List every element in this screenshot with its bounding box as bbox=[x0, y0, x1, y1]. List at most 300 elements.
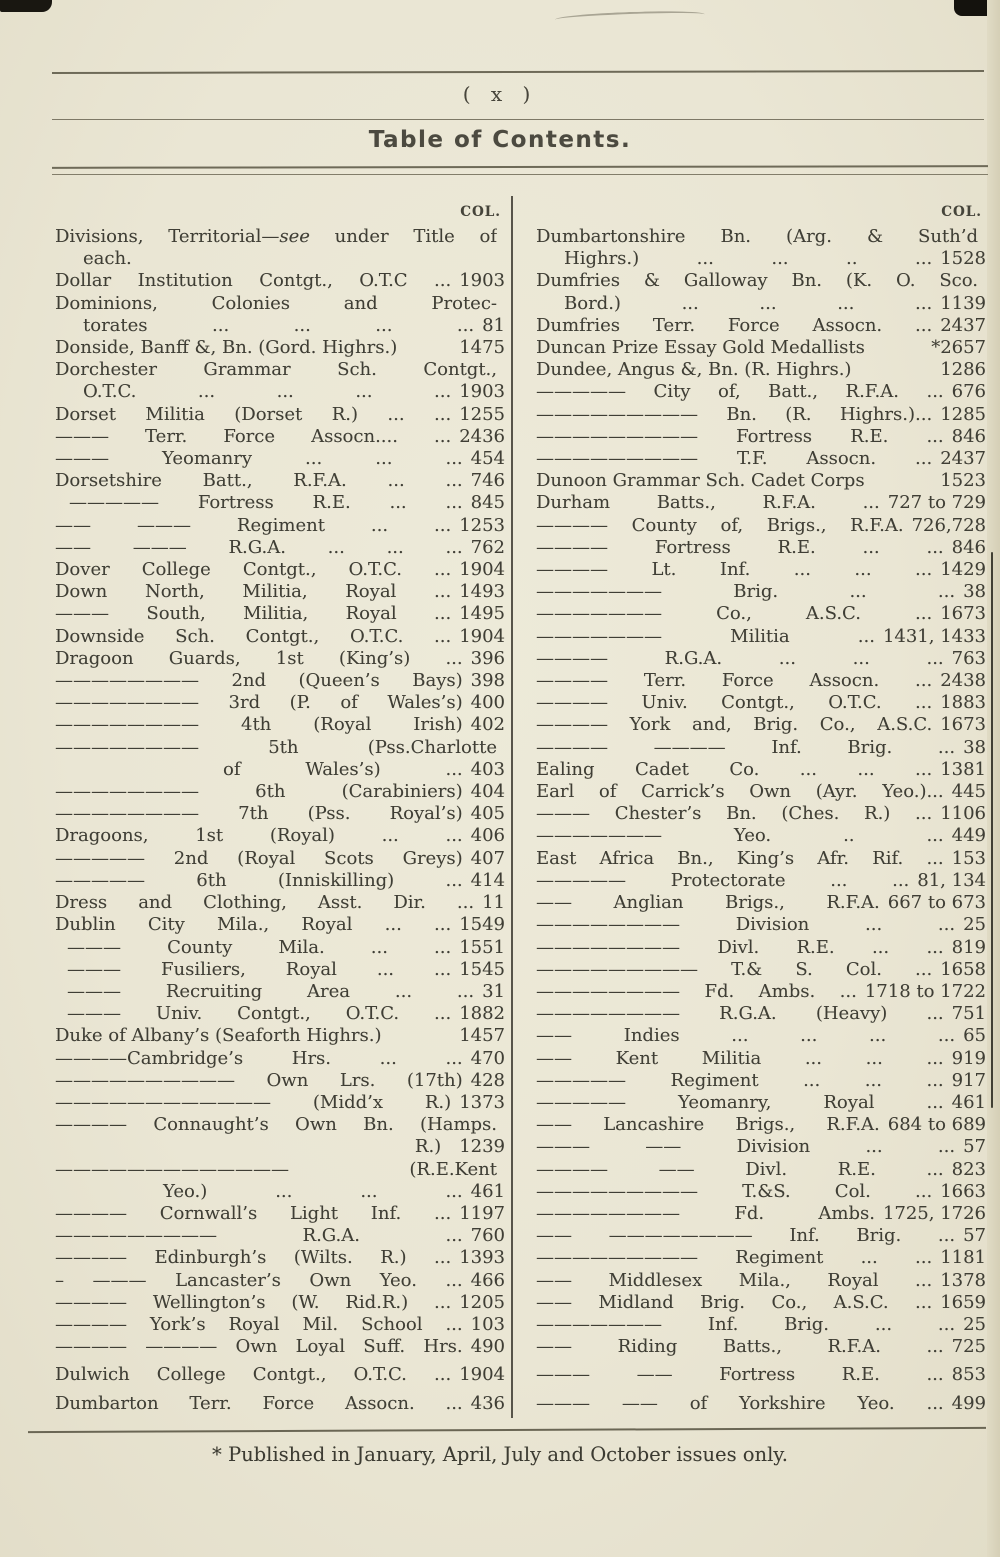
entry-text: O.T.C. ... ... ... ... bbox=[83, 381, 452, 403]
entry-col-number: 1903 bbox=[459, 270, 505, 292]
entry-col-number: 667 to 673 bbox=[887, 892, 986, 914]
entry-text: ———— York’s Royal Mil. School ... bbox=[55, 1313, 463, 1335]
entry-text: —— ———————— Inf. Brig. ... bbox=[536, 1225, 956, 1247]
entry-col-number: 38 bbox=[963, 581, 986, 603]
entry-text: East Africa Bn., King’s Afr. Rif. ... bbox=[536, 847, 944, 869]
page-edge-line bbox=[991, 552, 993, 1108]
entry-col-number: 823 bbox=[951, 1158, 986, 1180]
entry-text: Donside, Banff &, Bn. (Gord. Highrs.) bbox=[55, 337, 398, 359]
entry-col-number: 1725, 1726 bbox=[882, 1202, 986, 1224]
entry-text: – ——— Lancaster’s Own Yeo. ... bbox=[55, 1269, 463, 1291]
entry-text: ———— Connaught’s Own Bn. (Hamps. bbox=[55, 1114, 497, 1136]
entry-text: Dumbarton Terr. Force Assocn. ... bbox=[55, 1392, 463, 1414]
entry-col-number: 57 bbox=[963, 1225, 986, 1247]
entry-text: Dress and Clothing, Asst. Dir. ... bbox=[55, 892, 475, 914]
entry-col-number: 406 bbox=[470, 825, 505, 847]
entry-text: ———— York and, Brig. Co., A.S.C. bbox=[536, 714, 933, 736]
entry-col-number: 1523 bbox=[940, 470, 986, 492]
toc-row bbox=[55, 515, 505, 537]
entry-col-number: 1393 bbox=[459, 1247, 505, 1269]
toc-row bbox=[536, 603, 986, 625]
entry-col-number: 726,728 bbox=[911, 514, 986, 536]
toc-row bbox=[55, 359, 505, 381]
entry-col-number: 1255 bbox=[459, 403, 505, 425]
entry-col-number: 1495 bbox=[459, 603, 505, 625]
entry-col-number: 81, 134 bbox=[917, 869, 986, 891]
toc-row bbox=[536, 670, 986, 692]
entry-col-number: 461 bbox=[951, 1091, 986, 1113]
entry-col-number: 1904 bbox=[459, 1364, 505, 1386]
entry-col-number: 1549 bbox=[459, 914, 505, 936]
entry-text: —— ——— Regiment ... ... bbox=[55, 514, 452, 536]
entry-col-number: 449 bbox=[951, 825, 986, 847]
entry-col-number: 919 bbox=[951, 1047, 986, 1069]
entry-col-number: 1139 bbox=[940, 292, 986, 314]
entry-col-number: 398 bbox=[470, 670, 505, 692]
entry-text: ———————— Divl. R.E. ... ... bbox=[536, 936, 944, 958]
toc-row bbox=[55, 848, 505, 870]
entry-col-number: 407 bbox=[470, 847, 505, 869]
toc-row bbox=[55, 737, 505, 759]
toc-row bbox=[55, 1070, 505, 1092]
entry-text: Duncan Prize Essay Gold Medallists bbox=[536, 337, 865, 359]
toc-row bbox=[55, 1048, 505, 1070]
entry-text: ————————— T.F. Assocn. ... bbox=[536, 448, 933, 470]
toc-row bbox=[536, 892, 986, 914]
entry-col-number: 402 bbox=[470, 714, 505, 736]
toc-row bbox=[55, 1314, 505, 1336]
entry-col-number: 1181 bbox=[940, 1247, 986, 1269]
toc-row bbox=[536, 937, 986, 959]
toc-row bbox=[55, 648, 505, 670]
toc-row bbox=[536, 492, 986, 514]
toc-row bbox=[536, 581, 986, 603]
col-header-left: COL. bbox=[460, 204, 501, 220]
entry-col-number: 1904 bbox=[459, 559, 505, 581]
entry-text: ————Cambridge’s Hrs. ... ... bbox=[55, 1047, 463, 1069]
entry-text: —— Anglian Brigs., R.F.A. bbox=[536, 892, 880, 914]
entry-col-number: 1551 bbox=[459, 936, 505, 958]
entry-text: —— Middlesex Mila., Royal ... bbox=[536, 1269, 933, 1291]
entry-text: ————————————— (R.E.Kent bbox=[55, 1158, 497, 1180]
toc-row bbox=[536, 692, 986, 714]
entry-col-number: 405 bbox=[470, 803, 505, 825]
entry-col-number: 400 bbox=[470, 692, 505, 714]
toc-row bbox=[536, 759, 986, 781]
entry-col-number: 103 bbox=[470, 1313, 505, 1335]
entry-text: ——— —— of Yorkshire Yeo. ... bbox=[536, 1392, 944, 1414]
toc-row bbox=[536, 1114, 986, 1136]
entry-text: ———— ———— Inf. Brig. ... bbox=[536, 736, 956, 758]
entry-col-number: 1239 bbox=[459, 1136, 505, 1158]
entry-col-number: 1493 bbox=[459, 581, 505, 603]
entry-text: ———————— Fd. Ambs. bbox=[536, 1202, 875, 1224]
entry-text: ——— Univ. Contgt., O.T.C. ... bbox=[67, 1003, 452, 1025]
entry-col-number: 153 bbox=[951, 847, 986, 869]
toc-row bbox=[55, 293, 505, 315]
entry-text: ———————— 6th (Carabiniers) bbox=[55, 781, 463, 803]
entry-col-number: 2438 bbox=[940, 670, 986, 692]
entry-text: Dorsetshire Batt., R.F.A. ... ... bbox=[55, 470, 463, 492]
entry-text: Highrs.) ... ... .. ... bbox=[564, 248, 933, 270]
entry-col-number: 2437 bbox=[940, 448, 986, 470]
toc-row bbox=[55, 581, 505, 603]
toc-row bbox=[55, 1092, 505, 1114]
toc-row bbox=[536, 1393, 986, 1415]
entry-text: ——— —— Fortress R.E. ... bbox=[536, 1364, 944, 1386]
toc-row bbox=[536, 1003, 986, 1025]
entry-col-number: 499 bbox=[951, 1392, 986, 1414]
entry-text: ———— Wellington’s (W. Rid.R.) ... bbox=[55, 1291, 452, 1313]
double-rule-top bbox=[52, 165, 988, 169]
entry-text: ———————— Fd. Ambs. ... bbox=[536, 980, 857, 1002]
toc-row bbox=[536, 848, 986, 870]
entry-col-number: 461 bbox=[470, 1180, 505, 1202]
entry-text: ————— Fortress R.E. ... ... bbox=[69, 492, 463, 514]
toc-row bbox=[55, 248, 505, 270]
toc-row bbox=[55, 1003, 505, 1025]
entry-col-number: 727 to 729 bbox=[887, 492, 986, 514]
rule-under-page-number bbox=[52, 119, 984, 120]
toc-row bbox=[536, 1048, 986, 1070]
toc-row bbox=[536, 1092, 986, 1114]
toc-row bbox=[55, 892, 505, 914]
entry-col-number: *2657 bbox=[931, 337, 986, 359]
toc-row bbox=[536, 1292, 986, 1314]
entry-col-number: 1373 bbox=[459, 1091, 505, 1113]
entry-col-number: 490 bbox=[470, 1336, 505, 1358]
entry-text: ———————————— (Midd’x R.) bbox=[55, 1091, 452, 1113]
entry-text: ————————— Regiment ... ... bbox=[536, 1247, 933, 1269]
toc-row bbox=[536, 359, 986, 381]
entry-text: Dorset Militia (Dorset R.) ... ... bbox=[55, 403, 452, 425]
entry-col-number: 470 bbox=[470, 1047, 505, 1069]
toc-row bbox=[536, 825, 986, 847]
entry-col-number: 1429 bbox=[940, 559, 986, 581]
entry-col-number: 414 bbox=[470, 869, 505, 891]
entry-text: ——————— Co., A.S.C. ... bbox=[536, 603, 933, 625]
toc-row bbox=[536, 737, 986, 759]
toc-row bbox=[55, 315, 505, 337]
toc-row bbox=[536, 537, 986, 559]
entry-col-number: 25 bbox=[963, 914, 986, 936]
entry-col-number: 1673 bbox=[940, 714, 986, 736]
entry-text: Dulwich College Contgt., O.T.C. ... bbox=[55, 1364, 452, 1386]
page-title: Table of Contents. bbox=[368, 127, 632, 153]
toc-row bbox=[536, 1270, 986, 1292]
entry-text: ———— Fortress R.E. ... ... bbox=[536, 536, 944, 558]
scan-artifact-top-left bbox=[0, 0, 52, 12]
toc-row bbox=[55, 1225, 505, 1247]
toc-row bbox=[55, 1336, 505, 1358]
toc-row bbox=[536, 959, 986, 981]
entry-text: Durham Batts., R.F.A. ... bbox=[536, 492, 880, 514]
toc-row bbox=[55, 914, 505, 936]
entry-text: ————————— T.&S. Col. ... bbox=[536, 1180, 933, 1202]
entry-text: ——— County Mila. ... ... bbox=[67, 936, 452, 958]
toc-row bbox=[55, 714, 505, 736]
entry-text: Dover College Contgt., O.T.C. ... bbox=[55, 559, 452, 581]
entry-text: ———— Univ. Contgt., O.T.C. ... bbox=[536, 692, 933, 714]
toc-row bbox=[55, 381, 505, 403]
toc-left-column bbox=[55, 200, 505, 1426]
toc-row bbox=[536, 1364, 986, 1386]
toc-row bbox=[536, 626, 986, 648]
entry-col-number: 746 bbox=[470, 470, 505, 492]
toc-row bbox=[536, 1247, 986, 1269]
entry-text: —— ——— R.G.A. ... ... ... bbox=[55, 536, 463, 558]
entry-col-number: 1381 bbox=[940, 758, 986, 780]
toc-row bbox=[536, 226, 986, 248]
entry-text: ———— —— Divl. R.E. ... bbox=[536, 1158, 944, 1180]
toc-row bbox=[536, 1159, 986, 1181]
toc-row bbox=[536, 803, 986, 825]
entry-col-number: 1658 bbox=[940, 958, 986, 980]
entry-col-number: 1663 bbox=[940, 1180, 986, 1202]
toc-row bbox=[536, 1314, 986, 1336]
entry-col-number: 1883 bbox=[940, 692, 986, 714]
entry-text: Dundee, Angus &, Bn. (R. Highrs.) bbox=[536, 359, 852, 381]
entry-text: ———— ———— Own Loyal Suff. Hrs. bbox=[55, 1336, 463, 1358]
entry-col-number: 38 bbox=[963, 736, 986, 758]
toc-row bbox=[55, 937, 505, 959]
entry-text: Dumbartonshire Bn. (Arg. & Suth’d bbox=[536, 226, 978, 247]
toc-row bbox=[536, 270, 986, 292]
entry-col-number: 1659 bbox=[940, 1291, 986, 1313]
toc-row bbox=[55, 337, 505, 359]
entry-col-number: 2437 bbox=[940, 314, 986, 336]
entry-col-number: 1457 bbox=[459, 1025, 505, 1047]
toc-row bbox=[536, 470, 986, 492]
entry-text: each. bbox=[83, 248, 132, 270]
entry-text: ———— Cornwall’s Light Inf. ... bbox=[55, 1202, 452, 1224]
entry-text: —— Indies ... ... ... ... bbox=[536, 1025, 956, 1047]
entry-text: Dominions, Colonies and Protec- bbox=[55, 292, 497, 314]
entry-text: ————— 2nd (Royal Scots Greys) bbox=[55, 847, 463, 869]
entry-text: ——— —— Division ... ... bbox=[536, 1136, 956, 1158]
footnote: * Published in January, April, July and October issues only. bbox=[212, 1443, 788, 1466]
entry-text: ———— Terr. Force Assocn. ... bbox=[536, 670, 933, 692]
entry-col-number: 725 bbox=[951, 1336, 986, 1358]
entry-col-number: 466 bbox=[470, 1269, 505, 1291]
entry-col-number: 846 bbox=[951, 425, 986, 447]
page-number: ( x ) bbox=[462, 82, 538, 106]
entry-text: ——— Yeomanry ... ... ... bbox=[55, 448, 463, 470]
entry-col-number: 1431, 1433 bbox=[882, 625, 986, 647]
entry-text: —— Midland Brig. Co., A.S.C. ... bbox=[536, 1291, 933, 1313]
entry-col-number: 403 bbox=[470, 758, 505, 780]
entry-col-number: 676 bbox=[951, 381, 986, 403]
entry-text: Ealing Cadet Co. ... ... ... bbox=[536, 758, 933, 780]
toc-row bbox=[55, 1364, 505, 1386]
entry-col-number: 57 bbox=[963, 1136, 986, 1158]
entry-text: ————————— R.G.A. ... bbox=[55, 1225, 463, 1247]
toc-row bbox=[536, 1181, 986, 1203]
entry-text: ———————— Division ... ... bbox=[536, 914, 956, 936]
page-edge bbox=[987, 0, 1000, 1557]
entry-text: ———————— 5th (Pss.Charlotte bbox=[55, 736, 497, 758]
entry-text: Dorchester Grammar Sch. Contgt., bbox=[55, 359, 497, 381]
entry-text: ————— Regiment ... ... ... bbox=[536, 1069, 944, 1091]
toc-row bbox=[55, 559, 505, 581]
toc-row bbox=[55, 1247, 505, 1269]
toc-row bbox=[55, 1136, 505, 1158]
toc-row bbox=[55, 1114, 505, 1136]
entry-text: ——————— Militia ... bbox=[536, 625, 875, 647]
entry-text: ——— Recruiting Area ... ... bbox=[67, 980, 475, 1002]
entry-col-number: 845 bbox=[470, 492, 505, 514]
entry-col-number: 684 to 689 bbox=[887, 1114, 986, 1136]
entry-text: Earl of Carrick’s Own (Ayr. Yeo.)... bbox=[536, 781, 944, 803]
entry-text: —————————— Own Lrs. (17th) bbox=[55, 1069, 463, 1091]
toc-row bbox=[55, 626, 505, 648]
entry-text: Bord.) ... ... ... ... bbox=[564, 292, 933, 314]
entry-text: Dollar Institution Contgt., O.T.C ... bbox=[55, 270, 452, 292]
toc-row bbox=[55, 870, 505, 892]
entry-col-number: 846 bbox=[951, 536, 986, 558]
entry-col-number: 31 bbox=[482, 980, 505, 1002]
top-rule bbox=[52, 70, 984, 74]
entry-col-number: 81 bbox=[482, 314, 505, 336]
toc-row bbox=[55, 1393, 505, 1415]
toc-row bbox=[536, 648, 986, 670]
toc-row bbox=[536, 1203, 986, 1225]
entry-col-number: 763 bbox=[951, 647, 986, 669]
entry-text: ———— Lt. Inf. ... ... ... bbox=[536, 559, 933, 581]
toc-row bbox=[536, 914, 986, 936]
entry-col-number: 445 bbox=[951, 781, 986, 803]
toc-row bbox=[55, 981, 505, 1003]
bottom-rule bbox=[28, 1427, 986, 1433]
toc-row bbox=[536, 293, 986, 315]
toc-row bbox=[55, 1159, 505, 1181]
toc-row bbox=[536, 714, 986, 736]
toc-row bbox=[536, 337, 986, 359]
toc-row bbox=[55, 1203, 505, 1225]
entry-col-number: 1475 bbox=[459, 337, 505, 359]
entry-text: torates ... ... ... ... bbox=[83, 314, 475, 336]
toc-row bbox=[536, 426, 986, 448]
entry-col-number: 1285 bbox=[940, 403, 986, 425]
entry-col-number: 65 bbox=[963, 1025, 986, 1047]
entry-text: ——— Fusiliers, Royal ... ... bbox=[67, 958, 452, 980]
toc-row bbox=[55, 781, 505, 803]
col-header-right: COL. bbox=[941, 204, 982, 220]
toc-row bbox=[55, 692, 505, 714]
entry-col-number: 917 bbox=[951, 1069, 986, 1091]
toc-row bbox=[55, 448, 505, 470]
entry-col-number: 1903 bbox=[459, 381, 505, 403]
entry-text: ——— Chester’s Bn. (Ches. R.) ... bbox=[536, 803, 933, 825]
entry-text: Dragoons, 1st (Royal) ... ... bbox=[55, 825, 463, 847]
entry-text: ————— 6th (Inniskilling) ... bbox=[55, 869, 463, 891]
entry-text: ——— South, Militia, Royal ... bbox=[55, 603, 452, 625]
toc-row bbox=[55, 1270, 505, 1292]
toc-row bbox=[55, 270, 505, 292]
toc-row bbox=[55, 226, 505, 248]
toc-row bbox=[536, 315, 986, 337]
entry-col-number: 1904 bbox=[459, 625, 505, 647]
entry-text: ———— Edinburgh’s (Wilts. R.) ... bbox=[55, 1247, 452, 1269]
toc-row bbox=[536, 404, 986, 426]
entry-text: ——— Terr. Force Assocn.... ... bbox=[55, 425, 452, 447]
entry-col-number: 454 bbox=[470, 448, 505, 470]
toc-row bbox=[536, 248, 986, 270]
entry-col-number: 760 bbox=[470, 1225, 505, 1247]
entry-text: ———————— 2nd (Queen’s Bays) bbox=[55, 670, 463, 692]
entry-col-number: 404 bbox=[470, 781, 505, 803]
entry-text: Downside Sch. Contgt., O.T.C. ... bbox=[55, 625, 452, 647]
entry-col-number: 1528 bbox=[940, 248, 986, 270]
toc-row bbox=[55, 404, 505, 426]
entry-text: ——————— Inf. Brig. ... ... bbox=[536, 1313, 956, 1335]
entry-text: ———————— R.G.A. (Heavy) ... bbox=[536, 1003, 944, 1025]
entry-text: —— Lancashire Brigs., R.F.A. bbox=[536, 1114, 880, 1136]
entry-col-number: 1106 bbox=[940, 803, 986, 825]
entry-text: ————————— Fortress R.E. ... bbox=[536, 425, 944, 447]
entry-text: —— Riding Batts., R.F.A. ... bbox=[536, 1336, 944, 1358]
toc-row bbox=[536, 1336, 986, 1358]
entry-col-number: 2436 bbox=[459, 425, 505, 447]
toc-row bbox=[536, 781, 986, 803]
entry-text: ——————— Brig. ... ... bbox=[536, 581, 956, 603]
entry-text: ————————— Bn. (R. Highrs.)... bbox=[536, 403, 933, 425]
entry-text: ————— Protectorate ... ... bbox=[536, 869, 910, 891]
entry-col-number: 396 bbox=[470, 647, 505, 669]
toc-row bbox=[55, 492, 505, 514]
toc-row bbox=[55, 759, 505, 781]
toc-row bbox=[55, 670, 505, 692]
entry-text: Dunoon Grammar Sch. Cadet Corps bbox=[536, 470, 865, 492]
entry-text: ———————— 4th (Royal Irish) bbox=[55, 714, 463, 736]
toc-row bbox=[55, 959, 505, 981]
entry-text: Dublin City Mila., Royal ... ... bbox=[55, 914, 452, 936]
column-divider bbox=[511, 196, 513, 1418]
entry-text: Dumfries & Galloway Bn. (K. O. Sco. bbox=[536, 270, 978, 292]
toc-row bbox=[536, 981, 986, 1003]
toc-row bbox=[55, 803, 505, 825]
toc-row bbox=[55, 537, 505, 559]
scan-smudge bbox=[555, 9, 705, 24]
toc-row bbox=[536, 559, 986, 581]
entry-col-number: 1718 to 1722 bbox=[864, 980, 986, 1002]
entry-text: —— Kent Militia ... ... ... bbox=[536, 1047, 944, 1069]
toc-row bbox=[536, 1225, 986, 1247]
entry-col-number: 428 bbox=[470, 1069, 505, 1091]
entry-text: Down North, Militia, Royal ... bbox=[55, 581, 452, 603]
entry-text: ————————— T.& S. Col. ... bbox=[536, 958, 933, 980]
toc-row bbox=[536, 515, 986, 537]
entry-col-number: 1205 bbox=[459, 1291, 505, 1313]
toc-row bbox=[55, 1292, 505, 1314]
entry-col-number: 1286 bbox=[940, 359, 986, 381]
entry-text: ————— City of, Batt., R.F.A. ... bbox=[536, 381, 944, 403]
entry-col-number: 1545 bbox=[459, 958, 505, 980]
toc-row bbox=[536, 870, 986, 892]
entry-text: ———————— 7th (Pss. Royal’s) bbox=[55, 803, 463, 825]
entry-col-number: 1197 bbox=[459, 1202, 505, 1224]
entry-col-number: 762 bbox=[470, 536, 505, 558]
toc-row bbox=[55, 1181, 505, 1203]
entry-col-number: 25 bbox=[963, 1313, 986, 1335]
entry-col-number: 819 bbox=[951, 936, 986, 958]
toc-row bbox=[55, 825, 505, 847]
entry-text: Dragoon Guards, 1st (King’s) ... bbox=[55, 647, 463, 669]
toc-row bbox=[536, 381, 986, 403]
entry-col-number: 1253 bbox=[459, 514, 505, 536]
toc-row bbox=[55, 603, 505, 625]
entry-col-number: 1673 bbox=[940, 603, 986, 625]
